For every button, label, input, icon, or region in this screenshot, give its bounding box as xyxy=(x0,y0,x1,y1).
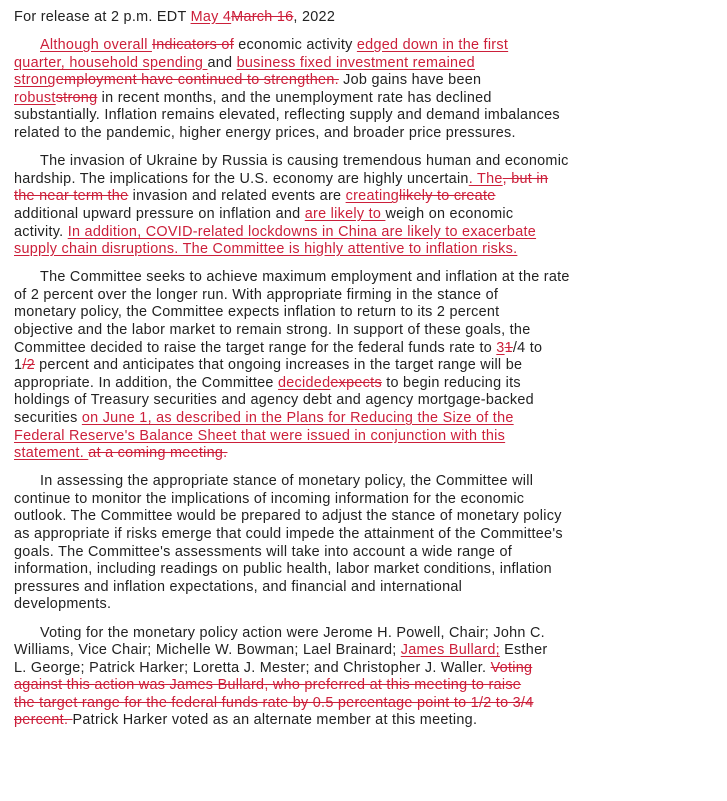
inserted-text: supply chain disruptions. The Committee is highly attentive to inflation risks. xyxy=(14,241,518,258)
text-run: additional upward pressure on inflation and xyxy=(14,205,305,222)
text-run: Voting for the monetary policy action were Jerome H. Powell, Chair; John C. xyxy=(40,624,545,641)
inserted-text: quarter, household spending xyxy=(14,54,208,71)
text-run: monetary policy, the Committee expects inflation to return to its 2 percent xyxy=(14,304,500,321)
text-line xyxy=(14,107,718,125)
text-run: In assessing the appropriate stance of monetary policy, the Committee will xyxy=(40,473,534,490)
text-line xyxy=(14,171,718,189)
paragraph-2 xyxy=(14,153,718,259)
text-run: Esther xyxy=(499,642,548,659)
text-line xyxy=(14,508,718,526)
inserted-text: are likely to xyxy=(304,205,386,222)
paragraph-3 xyxy=(14,269,718,463)
paragraph-gap xyxy=(14,259,718,270)
text-run: holdings of Treasury securities and agency debt and agency mortgage-backed xyxy=(14,392,534,409)
deleted-text: , but in xyxy=(502,170,549,187)
inserted-text: James Bullard; xyxy=(400,642,500,659)
paragraph-gap xyxy=(14,27,718,38)
text-line xyxy=(14,544,718,562)
text-run: /4 to xyxy=(512,339,543,356)
inserted-text: on June 1, as described in the Plans for Reducing the Size of the xyxy=(81,409,514,426)
paragraph-gap xyxy=(14,143,718,154)
text-line xyxy=(14,153,718,171)
inserted-text: In addition, COVID-related lockdowns in China are likely to exacerbate xyxy=(67,223,537,240)
text-run: economic activity xyxy=(234,37,357,54)
text-run: continue to monitor the implications of incoming information for the economic xyxy=(14,490,525,507)
text-line xyxy=(14,357,718,375)
paragraph-gap xyxy=(14,463,718,474)
text-run: to begin reducing its xyxy=(381,374,521,391)
text-line xyxy=(14,322,718,340)
text-line xyxy=(14,392,718,410)
text-line xyxy=(14,375,718,393)
text-line xyxy=(14,90,718,108)
text-run: in recent months, and the unemployment rate has declined xyxy=(97,89,492,106)
text-line xyxy=(14,428,718,446)
text-line xyxy=(14,37,718,55)
text-run: developments. xyxy=(14,596,112,613)
inserted-text: creating xyxy=(345,188,400,205)
paragraph-1 xyxy=(14,37,718,143)
text-line xyxy=(14,188,718,206)
text-run: activity. xyxy=(14,223,68,240)
text-run: The Committee seeks to achieve maximum employment and inflation at the rate xyxy=(40,269,570,286)
text-line xyxy=(14,206,718,224)
text-run: information, including readings on public health, labor market conditions, inflation xyxy=(14,561,552,578)
text-run: of 2 percent over the longer run. With appropriate firming in the stance of xyxy=(14,286,499,303)
text-run: invasion and related events are xyxy=(128,188,346,205)
text-line xyxy=(14,410,718,428)
text-line xyxy=(14,579,718,597)
text-run: Patrick Harker voted as an alternate member at this meeting. xyxy=(72,712,478,729)
press-release-document xyxy=(14,9,718,730)
inserted-text: decided xyxy=(277,374,331,391)
text-line xyxy=(14,445,718,463)
inserted-text: edged down in the first xyxy=(356,37,509,54)
text-line xyxy=(14,473,718,491)
release-prefix: For release at 2 p.m. EDT xyxy=(14,9,191,25)
text-run: pressures and inflation expectations, and financial and international xyxy=(14,578,463,595)
text-run: outlook. The Committee would be prepared to adjust the stance of monetary policy xyxy=(14,508,562,525)
text-run: objective and the labor market to remain strong. In support of these goals, the xyxy=(14,322,531,338)
text-run: Committee decided to raise the target range for the federal funds rate to xyxy=(14,339,497,356)
inserted-text: 3 xyxy=(496,339,505,356)
paragraph-5 xyxy=(14,625,718,731)
text-line xyxy=(14,625,718,643)
text-run: 1 xyxy=(14,357,23,374)
text-run: securities xyxy=(14,409,82,426)
text-run: Williams, Vice Chair; Michelle W. Bowman; Lael Brainard; xyxy=(14,642,401,659)
text-line xyxy=(14,677,718,695)
inserted-text: strong xyxy=(14,72,56,89)
inserted-text: robust xyxy=(14,89,56,106)
text-line xyxy=(14,125,718,143)
text-line xyxy=(14,304,718,322)
inserted-text: . The xyxy=(468,170,503,187)
deleted-text: 1 xyxy=(504,339,513,356)
inserted-text: business fixed investment remained xyxy=(236,54,475,71)
text-line xyxy=(14,224,718,242)
inserted-text: Federal Reserve's Balance Sheet that were issued in conjunction with this xyxy=(14,427,506,444)
deleted-text: Voting xyxy=(490,659,533,676)
text-line xyxy=(14,491,718,509)
inserted-text: Although overall xyxy=(40,37,152,54)
text-run: as appropriate if risks emerge that could impede the attainment of the Committee's xyxy=(14,526,563,543)
text-run: substantially. Inflation remains elevated, reflecting supply and demand imbalances xyxy=(14,107,560,124)
text-line xyxy=(14,340,718,358)
text-line xyxy=(14,660,718,678)
deleted-text: employment have continued to strengthen. xyxy=(55,72,339,89)
statement-body xyxy=(14,27,718,730)
text-line xyxy=(14,269,718,287)
text-line xyxy=(14,241,718,259)
text-line xyxy=(14,596,718,614)
text-line xyxy=(14,712,718,730)
inserted-text: statement. xyxy=(14,445,89,462)
text-run: L. George; Patrick Harker; Loretta J. Mester; and Christopher J. Waller. xyxy=(14,659,491,676)
deleted-text: likely to create xyxy=(399,188,496,205)
deleted-text: percent. xyxy=(14,712,73,729)
text-run: The invasion of Ukraine by Russia is causing tremendous human and economic xyxy=(40,153,569,170)
paragraph-gap xyxy=(14,614,718,625)
deleted-text: against this action was James Bullard, who preferred at this meeting to raise xyxy=(14,677,522,694)
text-run: related to the pandemic, higher energy prices, and broader price pressures. xyxy=(14,125,516,142)
text-line xyxy=(14,642,718,660)
text-line xyxy=(14,695,718,713)
deleted-text: strong xyxy=(55,89,98,106)
text-line xyxy=(14,55,718,73)
text-run: hardship. The implications for the U.S. economy are highly uncertain xyxy=(14,170,469,187)
text-line xyxy=(14,561,718,579)
text-run: goals. The Committee's assessments will take into account a wide range of xyxy=(14,543,513,560)
deleted-text: the near term the xyxy=(14,188,129,205)
deleted-text: expects xyxy=(330,374,382,391)
paragraph-4 xyxy=(14,473,718,614)
text-run: and xyxy=(207,54,237,71)
text-run: percent and anticipates that ongoing increases in the target range will be xyxy=(34,357,523,374)
deleted-text: the target range for the federal funds rate by 0.5 percentage point to 1/2 to 3/4 xyxy=(14,694,534,711)
deleted-text: /2 xyxy=(22,357,35,374)
inserted-date: May 4 xyxy=(190,9,232,25)
deleted-text: Indicators of xyxy=(151,37,234,54)
text-line xyxy=(14,526,718,544)
deleted-text: at a coming meeting. xyxy=(88,445,228,462)
release-year: , 2022 xyxy=(293,9,336,25)
text-run: appropriate. In addition, the Committee xyxy=(14,374,278,391)
text-run: Job gains have been xyxy=(338,72,482,89)
text-run: weigh on economic xyxy=(385,205,514,222)
text-line xyxy=(14,287,718,305)
release-date-line xyxy=(14,9,718,27)
text-line xyxy=(14,72,718,90)
deleted-date: March 16 xyxy=(231,9,294,25)
